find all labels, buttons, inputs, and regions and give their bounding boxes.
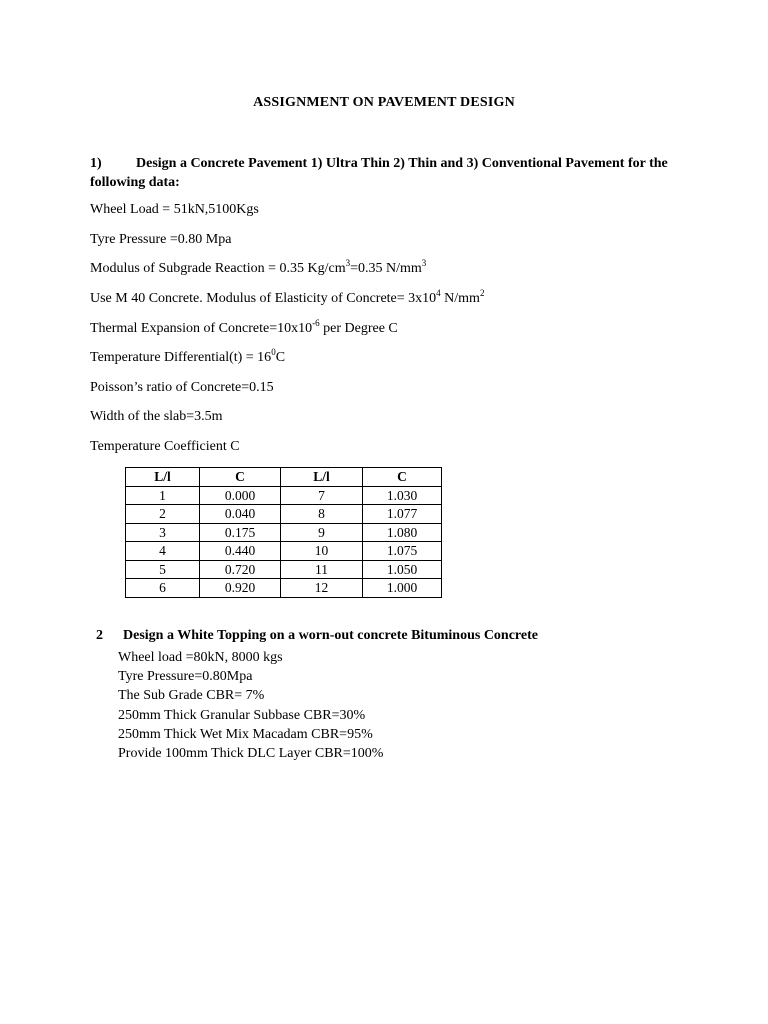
question-1-number: 1) xyxy=(90,156,102,171)
temp-text-a: Temperature Differential(t) = 16 xyxy=(90,350,272,365)
temp-sup: 0 xyxy=(271,347,276,357)
table-cell: 0.000 xyxy=(200,486,281,505)
list-item: 250mm Thick Wet Mix Macadam CBR=95% xyxy=(118,726,373,742)
table-cell: 1 xyxy=(126,486,200,505)
table-cell: 1.050 xyxy=(363,560,442,579)
list-item: The Sub Grade CBR= 7% xyxy=(118,688,265,704)
table-cell: 9 xyxy=(281,523,363,542)
concrete-sup-1: 4 xyxy=(436,288,441,298)
question-2-number: 2 xyxy=(96,628,103,643)
question-2-data-list xyxy=(118,648,383,763)
list-item: Wheel load =80kN, 8000 kgs xyxy=(118,650,283,665)
table-row xyxy=(126,486,442,505)
slab-width-line: Width of the slab=3.5m xyxy=(90,409,223,424)
subgrade-modulus-line xyxy=(90,258,427,277)
question-2-heading xyxy=(96,628,538,644)
list-item: 250mm Thick Granular Subbase CBR=30% xyxy=(118,707,366,723)
question-2-text: Design a White Topping on a worn-out concrete Bituminous Concrete xyxy=(123,628,538,643)
table-header-cell: L/l xyxy=(281,468,363,487)
list-item: Tyre Pressure=0.80Mpa xyxy=(118,669,253,685)
table-cell: 1.080 xyxy=(363,523,442,542)
temperature-differential-line xyxy=(90,347,286,366)
concrete-sup-2: 2 xyxy=(479,288,485,298)
question-1-heading xyxy=(90,154,690,192)
table-cell: 5 xyxy=(126,560,200,579)
table-cell: 1.077 xyxy=(363,505,442,524)
question-1-text: Design a Concrete Pavement 1) Ultra Thin 2) Thin and 3) Conventional Pavement for the following data: xyxy=(90,156,668,190)
temperature-coefficient-label: Temperature Coefficient C xyxy=(90,439,240,454)
page-title: ASSIGNMENT ON PAVEMENT DESIGN xyxy=(253,95,515,110)
table-header-cell: C xyxy=(200,468,281,487)
wheel-load-line: Wheel Load = 51kN,5100Kgs xyxy=(90,202,259,217)
table-cell: 1.030 xyxy=(363,486,442,505)
subgrade-text-b: =0.35 N/mm xyxy=(350,261,422,276)
concrete-modulus-line xyxy=(90,288,485,307)
temp-text-b: C xyxy=(275,350,286,365)
table-row xyxy=(126,542,442,561)
table-cell: 7 xyxy=(281,486,363,505)
thermal-expansion-line xyxy=(90,318,398,337)
table-row xyxy=(126,505,442,524)
subgrade-sup-2: 3 xyxy=(421,258,427,268)
subgrade-text-a: Modulus of Subgrade Reaction = 0.35 Kg/cm xyxy=(90,261,346,276)
table-cell: 12 xyxy=(281,579,363,598)
table-header-cell: C xyxy=(363,468,442,487)
table-header-row xyxy=(126,468,442,487)
tyre-pressure-line: Tyre Pressure =0.80 Mpa xyxy=(90,232,232,247)
table-cell: 3 xyxy=(126,523,200,542)
table-cell: 0.720 xyxy=(200,560,281,579)
table-cell: 6 xyxy=(126,579,200,598)
table-header-cell: L/l xyxy=(126,468,200,487)
concrete-text-b: N/mm xyxy=(440,291,480,306)
concrete-text-a: Use M 40 Concrete. Modulus of Elasticity of Concrete= 3x10 xyxy=(90,291,437,306)
table-cell: 0.175 xyxy=(200,523,281,542)
table-cell: 2 xyxy=(126,505,200,524)
table-cell: 4 xyxy=(126,542,200,561)
table-row xyxy=(126,560,442,579)
table-row xyxy=(126,523,442,542)
table-cell: 1.000 xyxy=(363,579,442,598)
temperature-coefficient-table xyxy=(125,467,442,598)
table-row xyxy=(126,579,442,598)
thermal-text-a: Thermal Expansion of Concrete=10x10 xyxy=(90,321,313,336)
subgrade-sup-1: 3 xyxy=(345,258,351,268)
table-cell: 0.040 xyxy=(200,505,281,524)
table-cell: 11 xyxy=(281,560,363,579)
table-cell: 10 xyxy=(281,542,363,561)
table-cell: 1.075 xyxy=(363,542,442,561)
poisson-ratio-line: Poisson’s ratio of Concrete=0.15 xyxy=(90,380,274,395)
thermal-text-b: per Degree C xyxy=(319,321,398,336)
list-item: Provide 100mm Thick DLC Layer CBR=100% xyxy=(118,746,384,762)
thermal-sup: -6 xyxy=(312,318,320,328)
table-cell: 8 xyxy=(281,505,363,524)
table-cell: 0.440 xyxy=(200,542,281,561)
table-cell: 0.920 xyxy=(200,579,281,598)
